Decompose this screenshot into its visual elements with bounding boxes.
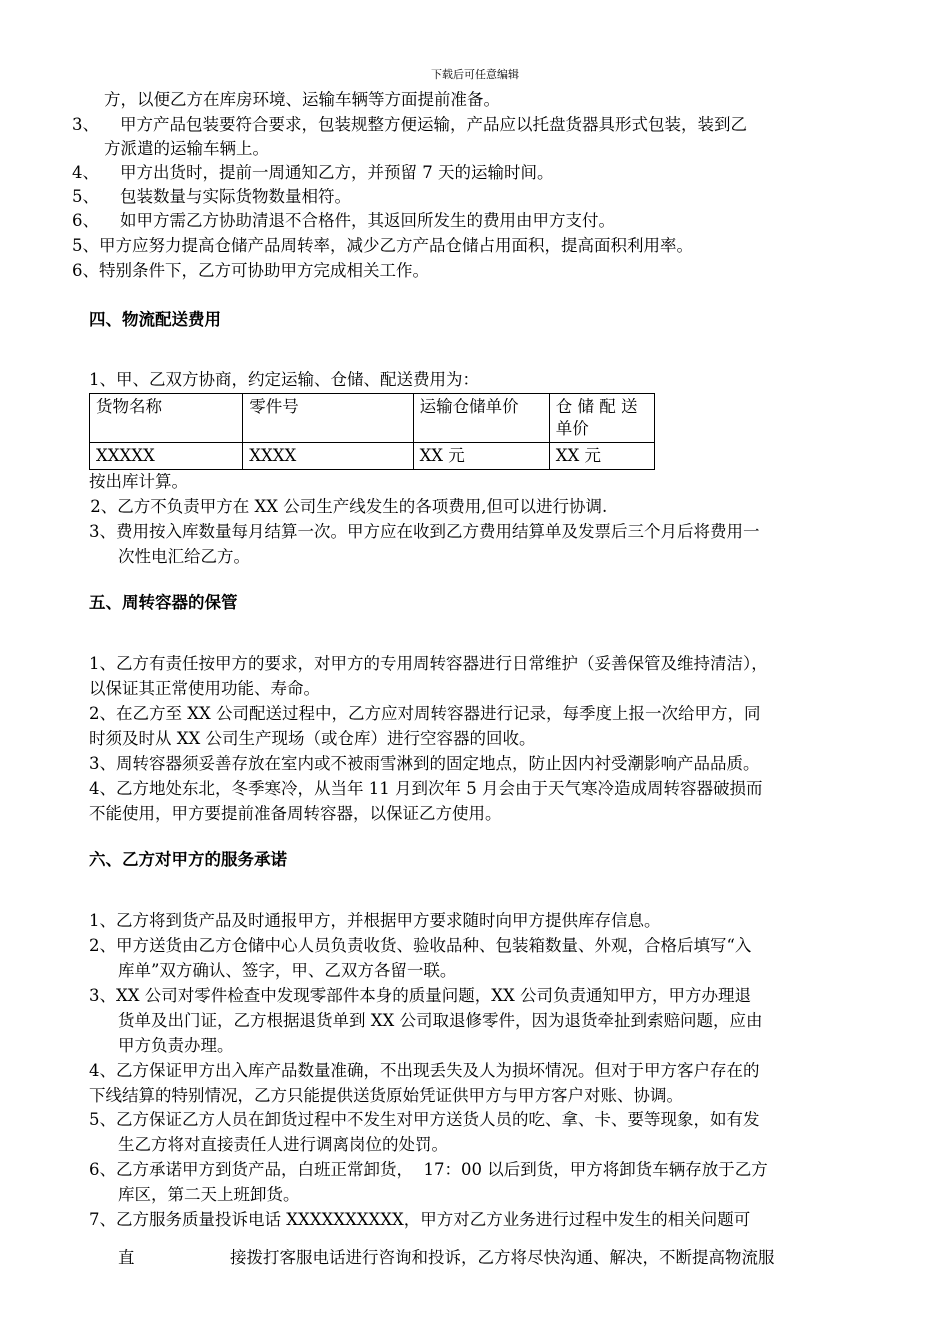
paragraph-line: 不能使用，甲方要提前准备周转容器，以保证乙方使用。 (89, 804, 502, 823)
list-item-number: 4、 (72, 163, 99, 182)
table-row (90, 443, 655, 470)
paragraph-line: 4、乙方保证甲方出入库产品数量准确，不出现丢失及人为损坏情况。但对于甲方客户存在的 (89, 1061, 760, 1080)
table-header-cell: 零件号 (243, 394, 413, 443)
list-item-number: 6、 (72, 211, 99, 230)
paragraph-line: 库区，第二天上班卸货。 (118, 1185, 300, 1204)
table-header-row (90, 394, 655, 443)
paragraph-line: 时须及时从 XX 公司生产现场（或仓库）进行空容器的回收。 (89, 729, 536, 748)
paragraph-line: 1、甲、乙双方协商，约定运输、仓储、配送费用为： (89, 370, 479, 389)
table-header-cell: 货物名称 (90, 394, 243, 443)
paragraph-line: 次性电汇给乙方。 (118, 547, 250, 566)
list-item-number: 5、 (72, 187, 99, 206)
paragraph-line: 2、甲方送货由乙方仓储中心人员负责收货、验收品种、包装箱数量、外观，合格后填写“入 (89, 936, 752, 955)
section-heading: 六、乙方对甲方的服务承诺 (89, 850, 287, 869)
paragraph-line: 如甲方需乙方协助清退不合格件，其返回所发生的费用由甲方支付。 (120, 211, 615, 230)
paragraph-line: 甲方产品包装要符合要求，包装规整方便运输，产品应以托盘货器具形式包装，装到乙 (120, 115, 747, 134)
paragraph-line: 方派遣的运输车辆上。 (104, 139, 269, 158)
paragraph-line: 甲方出货时，提前一周通知乙方，并预留 7 天的运输时间。 (120, 163, 554, 182)
paragraph-line: 甲方负责办理。 (118, 1036, 234, 1055)
paragraph-line: 3、费用按入库数量每月结算一次。甲方应在收到乙方费用结算单及发票后三个月后将费用一 (89, 522, 760, 541)
paragraph-line: 2、乙方不负责甲方在 XX 公司生产线发生的各项费用,但可以进行协调. (85, 497, 608, 516)
section-heading: 四、物流配送费用 (89, 310, 221, 329)
table-cell: XXXX (243, 443, 413, 470)
paragraph-line: 4、乙方地处东北，冬季寒冷，从当年 11 月到次年 5 月会由于天气寒冷造成周转容器破损而 (89, 779, 763, 798)
table-cell: XX 元 (549, 443, 654, 470)
paragraph-line: 按出库计算。 (89, 472, 188, 491)
paragraph-line: 1、乙方有责任按甲方的要求，对甲方的专用周转容器进行日常维护（妥善保管及维持清洁）， (89, 654, 768, 673)
paragraph-line: 接拨打客服电话进行咨询和投诉，乙方将尽快沟通、解决，不断提高物流服 (230, 1248, 775, 1267)
paragraph-line: 2、在乙方至 XX 公司配送过程中，乙方应对周转容器进行记录，每季度上报一次给甲方，同 (89, 704, 761, 723)
table-header-cell: 仓 储 配 送 单价 (549, 394, 654, 443)
paragraph-line: 生乙方将对直接责任人进行调离岗位的处罚。 (118, 1135, 448, 1154)
paragraph-line: 6、乙方承诺甲方到货产品，白班正常卸货， 17：00 以后到货，甲方将卸货车辆存放于乙方 (89, 1160, 768, 1179)
paragraph-line: 3、周转容器须妥善存放在室内或不被雨雪淋到的固定地点，防止因内衬受潮影响产品品质。 (89, 754, 760, 773)
paragraph-line: 6、特别条件下，乙方可协助甲方完成相关工作。 (72, 261, 429, 280)
fee-table (89, 393, 655, 470)
table-cell: XXXXX (90, 443, 243, 470)
paragraph-line: 1、乙方将到货产品及时通报甲方，并根据甲方要求随时向甲方提供库存信息。 (89, 911, 661, 930)
section-heading: 五、周转容器的保管 (89, 593, 238, 612)
paragraph-line: 库单”双方确认、签字，甲、乙双方各留一联。 (118, 961, 457, 980)
paragraph-line: 货单及出门证，乙方根据退货单到 XX 公司取退修零件，因为退货牵扯到索赔问题，应由 (118, 1011, 763, 1030)
paragraph-line: 包装数量与实际货物数量相符。 (120, 187, 351, 206)
paragraph-line: 5、甲方应努力提高仓储产品周转率，减少乙方产品仓储占用面积，提高面积利用率。 (72, 236, 693, 255)
paragraph-line: 下线结算的特别情况，乙方只能提供送货原始凭证供甲方与甲方客户对账、协调。 (89, 1086, 683, 1105)
table-header-cell: 运输仓储单价 (413, 394, 549, 443)
paragraph-line: 直 (118, 1248, 135, 1267)
table-cell: XX 元 (413, 443, 549, 470)
list-item-number: 3、 (72, 115, 99, 134)
paragraph-line: 5、乙方保证乙方人员在卸货过程中不发生对甲方送货人员的吃、拿、卡、要等现象，如有发 (89, 1110, 760, 1129)
paragraph-line: 以保证其正常使用功能、寿命。 (89, 679, 320, 698)
paragraph-line: 3、XX 公司对零件检查中发现零部件本身的质量问题，XX 公司负责通知甲方，甲方办理退 (89, 986, 751, 1005)
page-header: 下载后可任意编辑 (431, 68, 519, 81)
paragraph-line: 方，以便乙方在库房环境、运输车辆等方面提前准备。 (104, 90, 500, 109)
paragraph-line: 7、乙方服务质量投诉电话 XXXXXXXXXX，甲方对乙方业务进行过程中发生的相关问题可 (89, 1210, 751, 1229)
